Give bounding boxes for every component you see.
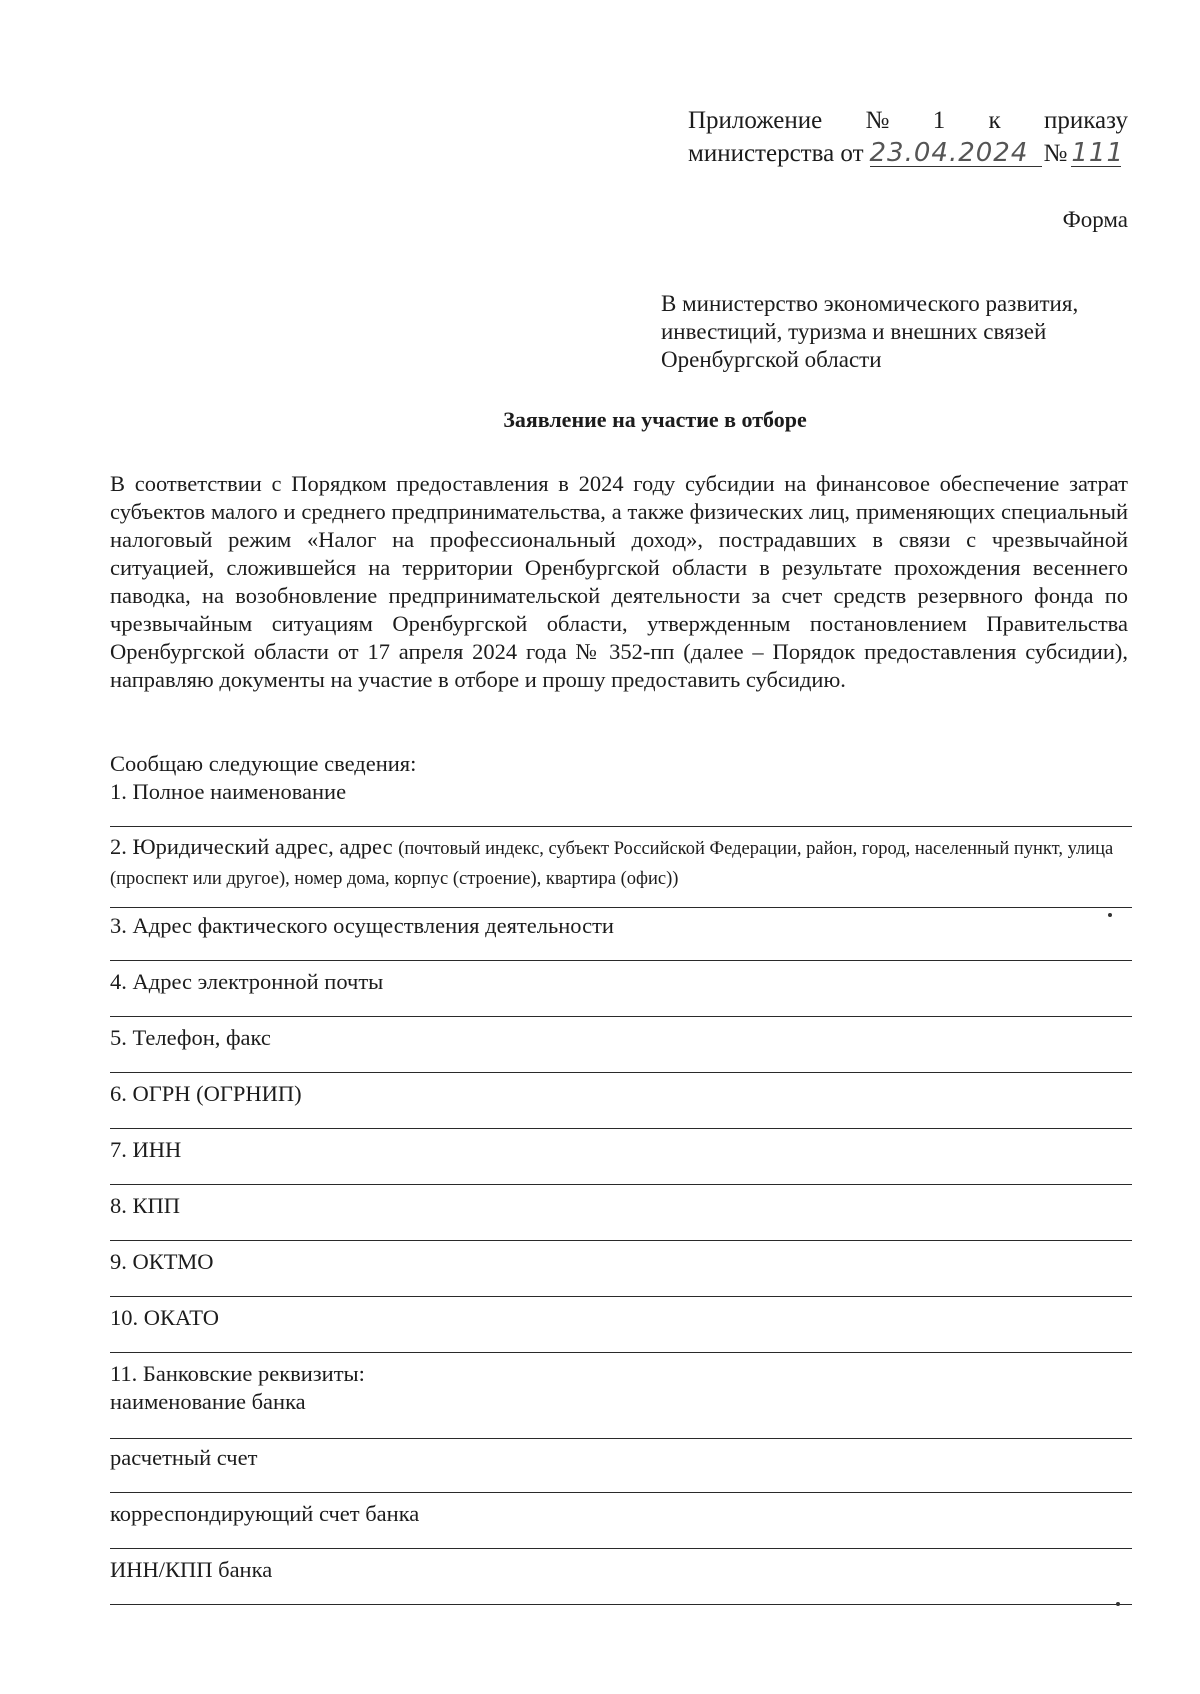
- field-bank-inn-kpp: [110, 1556, 1132, 1584]
- field-phone-fax: [110, 1024, 1132, 1052]
- field-kpp: [110, 1192, 1132, 1220]
- inform-heading: Сообщаю следующие сведения:: [110, 751, 417, 776]
- fill-line[interactable]: [110, 1548, 1132, 1549]
- appendix-word: 1: [932, 107, 946, 134]
- field-label: 4. Адрес электронной почты: [110, 969, 384, 994]
- field-okato: [110, 1304, 1132, 1332]
- addressee-line: Оренбургской области: [661, 347, 882, 372]
- appendix-header: [688, 104, 1128, 170]
- field-label-main: 2. Юридический адрес, адрес: [110, 834, 393, 859]
- field-label: 8. КПП: [110, 1193, 181, 1218]
- scan-speck: [1108, 913, 1112, 917]
- field-email: [110, 968, 1132, 996]
- fill-line[interactable]: [110, 1184, 1132, 1185]
- document-title: Заявление на участие в отборе: [503, 407, 807, 432]
- body-paragraph: В соответствии с Порядком предоставления в 2024 году субсидии на финансовое обеспечение затрат субъектов малого и среднего предпринимательства, а также физических лиц, применяющих специальный налоговый режим «Налог на профессиональный доход», пострадавших в связи с чрезвычайной ситуацией, сложившейся на территории Оренбургской области в результате прохождения весеннего паводка, на возобновление предпринимательской деятельности за счет средств резервного фонда по чрезвычайным ситуациям Оренбургской области, утвержденным постановлением Правительства Оренбургской области от 17 апреля 2024 года № 352-пп (далее – Порядок предоставления субсидии), направляю документы на участие в отборе и прошу предоставить субсидию.: [110, 471, 1128, 692]
- field-label: 9. ОКТМО: [110, 1249, 214, 1274]
- appendix-line-2: [688, 137, 1128, 170]
- fill-line[interactable]: [110, 1128, 1132, 1129]
- field-actual-address: [110, 912, 1132, 940]
- field-inn: [110, 1136, 1132, 1164]
- fill-line[interactable]: [110, 1240, 1132, 1241]
- order-number: 111: [1071, 138, 1125, 168]
- fill-line[interactable]: [110, 1296, 1132, 1297]
- fill-line[interactable]: [110, 1016, 1132, 1017]
- appendix-word: Приложение: [688, 107, 823, 134]
- field-label: 6. ОГРН (ОГРНИП): [110, 1081, 302, 1106]
- field-ogrn: [110, 1080, 1132, 1108]
- fill-line[interactable]: [110, 1438, 1132, 1439]
- field-label: расчетный счет: [110, 1445, 258, 1470]
- addressee-block: [661, 290, 1078, 374]
- fill-line[interactable]: [110, 1492, 1132, 1493]
- scan-speck: [1116, 1602, 1120, 1606]
- addressee-line: В министерство экономического развития,: [661, 291, 1079, 316]
- field-label: 10. ОКАТО: [110, 1305, 219, 1330]
- appendix-line-1: [688, 104, 1128, 137]
- field-label: [110, 833, 1132, 893]
- fill-line[interactable]: [110, 1072, 1132, 1073]
- addressee-line: инвестиций, туризма и внешних связей: [661, 319, 1047, 344]
- field-sublabel: наименование банка: [110, 1389, 306, 1414]
- fill-line[interactable]: [110, 1604, 1132, 1605]
- field-label: 7. ИНН: [110, 1137, 182, 1162]
- order-number-prefix: №: [1043, 140, 1068, 167]
- appendix-prefix: министерства от: [688, 140, 864, 167]
- field-bank-details: [110, 1360, 1132, 1416]
- appendix-word: к: [988, 107, 1001, 134]
- field-label: 3. Адрес фактического осуществления деятельности: [110, 913, 614, 938]
- order-date: 23.04.2024: [870, 140, 1042, 167]
- form-label: Форма: [1062, 207, 1128, 232]
- field-label: 5. Телефон, факс: [110, 1025, 271, 1050]
- field-corr-account: [110, 1500, 1132, 1528]
- field-label: 11. Банковские реквизиты:: [110, 1361, 365, 1386]
- fill-line[interactable]: [110, 960, 1132, 961]
- field-account: [110, 1444, 1132, 1472]
- field-legal-address: [110, 833, 1132, 893]
- field-label-detail: (почтовый индекс, субъект Российской Федерации, район, город, населенный пункт, улица (проспект или другое), номер дома, корпус (строение), квартира (офис)): [110, 839, 1114, 889]
- fill-line[interactable]: [110, 826, 1132, 827]
- field-oktmo: [110, 1248, 1132, 1276]
- field-label: ИНН/КПП банка: [110, 1557, 273, 1582]
- field-full-name: [110, 778, 1132, 806]
- fill-line[interactable]: [110, 1352, 1132, 1353]
- field-label: корреспондирующий счет банка: [110, 1501, 420, 1526]
- field-label: 1. Полное наименование: [110, 779, 347, 804]
- fill-line[interactable]: [110, 907, 1132, 908]
- appendix-word: приказу: [1044, 107, 1128, 134]
- appendix-word: №: [865, 107, 890, 134]
